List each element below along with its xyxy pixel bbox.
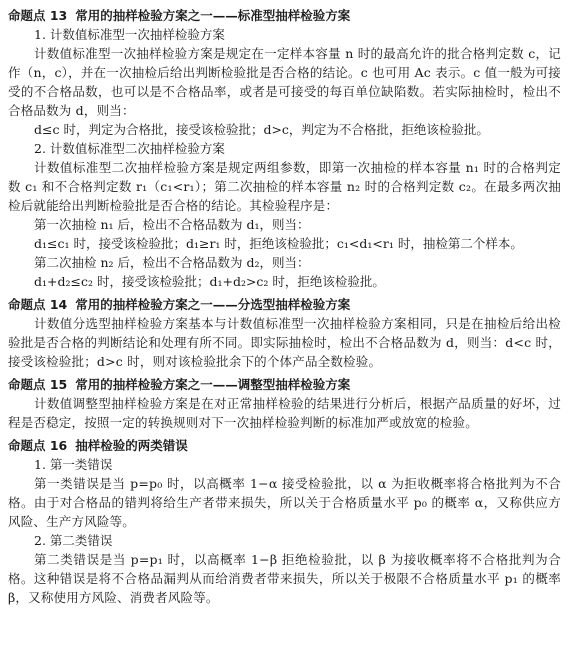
subheading: 1. 第一类错误 [34,457,113,472]
section-gap [8,432,561,434]
section-heading [8,375,561,394]
section-gap [8,371,561,373]
section-title: 抽样检验的两类错误 [75,438,188,453]
text-line: 第二次抽检 n₂ 后，检出不合格品数为 d₂，则当： [34,255,310,270]
text-line: 第一次抽检 n₁ 后，检出不合格品数为 d₁，则当： [34,217,310,232]
section-number: 命题点 14 [8,297,68,312]
subheading: 1. 计数值标准型一次抽样检验方案 [34,27,225,42]
section-heading [8,6,561,25]
section-number: 命题点 16 [8,438,68,453]
section-gap [8,291,561,293]
section-title: 常用的抽样检验方案之一——分选型抽样检验方案 [75,297,351,312]
section-heading [8,436,561,455]
paragraph: 计数值调整型抽样检验方案是在对正常抽样检验的结果进行分析后，根据产品质量的好坏，过程是否稳定，按照一定的转换规则对下一次抽样检验判断的标准加严或放宽的检验。 [8,396,561,430]
section-title: 常用的抽样检验方案之一——标准型抽样检验方案 [75,8,351,23]
section-number: 命题点 15 [8,377,68,392]
paragraph: 计数值标准型一次抽样检验方案是规定在一定样本容量 n 时的最高允许的批合格判定数 c，记作（n，c），并在一次抽检后给出判断检验批是否合格的结论。c 也可用 Ac 表示。c 值一般为可接受的不合格品数，也可以是不合格品率，或者是可接受的每百单位缺陷数。若实际抽检时，检出不合格品数为 d，则当： [8,46,561,118]
paragraph: 计数值分选型抽样检验方案基本与计数值标准型一次抽样检验方案相同，只是在抽检后给出检验批是否合格的判断结论和处理有所不同。即实际抽检时，检出不合格品数为 d，则当：d<c 时，接受该检验批；d>c 时，则对该检验批余下的个体产品全数检验。 [8,316,561,369]
section-number: 命题点 13 [8,8,68,23]
paragraph: 计数值标准型二次抽样检验方案是规定两组参数，即第一次抽检的样本容量 n₁ 时的合格判定数 c₁ 和不合格判定数 r₁（c₁<r₁）；第二次抽检的样本容量 n₂ 时的合格判定数 c₂。在最多两次抽检后就能给出判断检验批是否合格的结论。其检验程序是： [8,160,561,213]
text-line: d≤c 时，判定为合格批，接受该检验批；d>c，判定为不合格批，拒绝该检验批。 [34,122,489,137]
paragraph: 第一类错误是当 p=p₀ 时，以高概率 1−α 接受检验批，以 α 为拒收概率将合格批判为不合格。由于对合格品的错判将给生产者带来损失，所以关于合格质量水平 p₀ 的概率 α，又称供应方风险、生产方风险等。 [8,476,561,529]
text-line: d₁+d₂≤c₂ 时，接受该检验批；d₁+d₂>c₂ 时，拒绝该检验批。 [34,274,385,289]
subheading: 2. 计数值标准型二次抽样检验方案 [34,141,225,156]
section-gap [8,607,561,609]
paragraph: 第二类错误是当 p=p₁ 时，以高概率 1−β 拒绝检验批，以 β 为接收概率将不合格批判为合格。这种错误是将不合格品漏判从而给消费者带来损失，所以关于极限不合格质量水平 p₁ 的概率 β，又称使用方风险、消费者风险等。 [8,552,561,605]
section-title: 常用的抽样检验方案之一——调整型抽样检验方案 [75,377,351,392]
subheading: 2. 第二类错误 [34,533,113,548]
text-line: d₁≤c₁ 时，接受该检验批；d₁≥r₁ 时，拒绝该检验批；c₁<d₁<r₁ 时，抽检第二个样本。 [34,236,523,251]
section-heading [8,295,561,314]
